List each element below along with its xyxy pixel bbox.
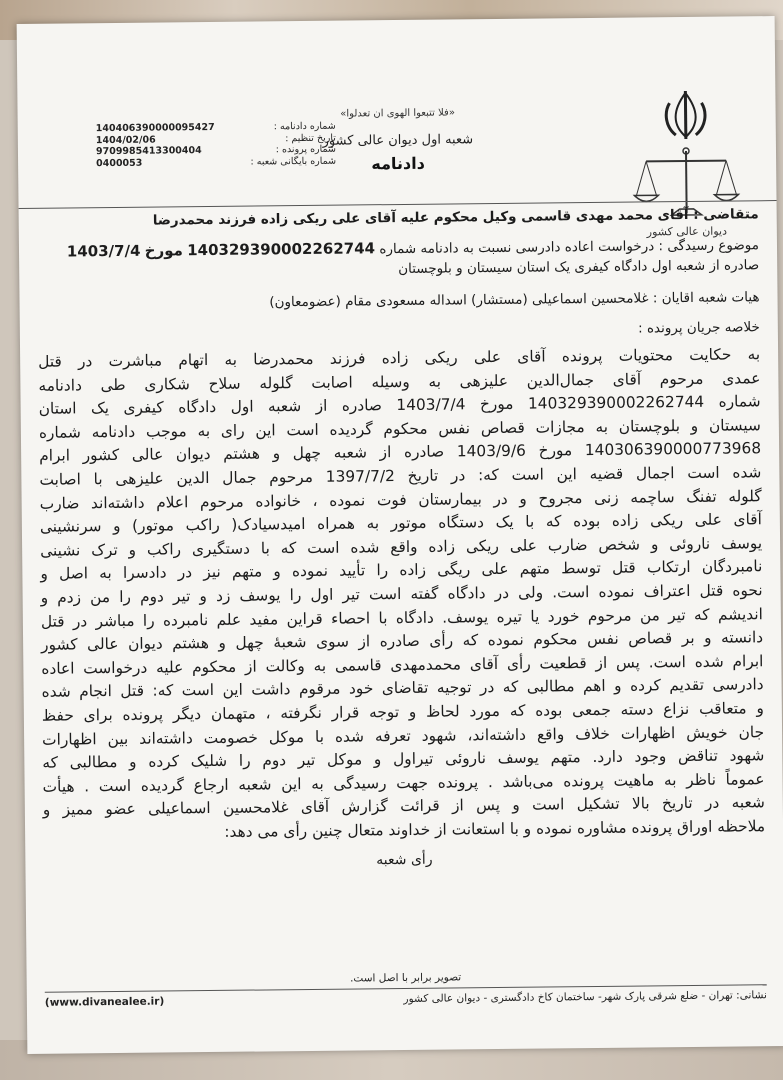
- applicant-line: متقاضی : آقای محمد مهدی قاسمی وکیل محکوم علیه آقای علی ریکی زاده فرزند محمدرضا: [152, 206, 759, 229]
- footer-website: (www.divanealee.ir): [44, 995, 165, 1009]
- subject-number: 140329390002262744: [187, 239, 376, 260]
- subject-line-2: صادره از شعبه اول دادگاه کیفری یک استان سیستان و بلوچستان: [398, 257, 760, 278]
- iran-emblem-icon: [657, 87, 714, 144]
- paragraph-line: آقای علی ریکی زاده بوده که با یک دستگاه موتور به همراه امیدسیادک( راکب موتور) و سرنشینی: [39, 510, 762, 536]
- document-body: [37, 204, 766, 872]
- summary-heading: خلاصه جریان پرونده :: [638, 319, 760, 337]
- paragraph-line: شده است اجمال قضیه این است که: در تاریخ 1397/7/2 مرحوم جمال الدین علیزهی با اصابت: [39, 463, 762, 489]
- paragraph-line: عموماً ناظر به ماهیت پرونده می‌باشد . پرونده جهت رسیدگی به این شعبه ارجاع گردیده است . هیأت: [42, 769, 765, 796]
- footer-address-row: [45, 989, 767, 1009]
- paragraph-line: اندیشم که تیر من مرحوم خورد یا تیره یوسف. دادگاه با احصاء قراین مفید علم نامبرده را مباشر در قتل: [40, 604, 763, 631]
- header-verse: «فلا تتبعوا الهوی ان تعدلوا»: [340, 107, 455, 120]
- meta-label: شماره دادنامه :: [273, 120, 336, 133]
- subject-date-label: مورخ: [144, 241, 183, 260]
- court-verdict-document: [17, 16, 783, 1054]
- meta-label: شماره پرونده :: [275, 143, 337, 156]
- paragraph-line: نحوه قتل اعتراف نموده است. ولی در دادگاه گفته است تیر اول را یوسف زد و تیر دوم را من زدم و: [40, 581, 763, 607]
- document-title: دادنامه: [371, 153, 425, 174]
- paragraph-line: عمدی مرحوم آقای جمال‌الدین علیزهی به وسیله اصابت گلوله سلاح شکاری طی دادنامه: [38, 368, 761, 395]
- copy-note: تصویر برابر با اصل است.: [350, 971, 462, 985]
- meta-value: 0400053: [96, 157, 143, 169]
- paragraph-line: دانسته و بر قصاص نفس محکوم نموده که رأی صادره از سوی شعبهٔ چهل و هشتم دیوان عالی کشور: [41, 628, 764, 654]
- branch-name: شعبه اول دیوان عالی کشور: [322, 132, 474, 149]
- footer-address: نشانی: تهران - ضلع شرقی پارک شهر- ساختمان کاخ دادگستری - دیوان عالی کشور: [403, 989, 767, 1005]
- paragraph-line: به حکایت محتویات پرونده آقای علی ریکی زاده فرزند محمدرضا به اتهام مباشرت در قتل: [38, 345, 761, 371]
- meta-value: 140406390000095427: [95, 121, 215, 135]
- paragraph-line: ملاحظه اوراق پرونده مشاوره نموده و با استعانت از خداوند متعال چنین رأی می دهد:: [224, 817, 766, 841]
- meta-label: تاریخ تنظیم :: [285, 132, 336, 144]
- paragraph-line: نامبردگان ارتکاب قتل توسط متهم علی ریگی زاده را تأیید نموده و متهم نیز در دادسرا به اصل و: [40, 557, 763, 584]
- paragraph-line: ابرام شده است. پس از قطعیت رأی آقای محمدمهدی قاسمی به وکالت از محکوم علیه درخواست اعاده: [41, 651, 764, 678]
- summary-paragraph: [38, 343, 765, 846]
- paragraph-line: سیستان و بلوچستان به مجازات قصاص نفس محکوم گردیده است این رای به موجب دادنامه شماره: [38, 416, 761, 442]
- paragraph-line: جان خویش اظهارات خلاف واقع داشته‌اند، شهود تعرفه شده با موکل خصومت داشته‌اند بین اظهارات: [42, 722, 765, 749]
- emblem-caption: دیوان عالی کشور: [646, 224, 728, 239]
- paragraph-line: دادرسی تقدیم کرده و اهم مطالبی که در توجیه تقاضای خود مرقوم داشت این است که: قتل انجام شده: [41, 675, 764, 702]
- subject-date: 1403/7/4: [66, 241, 141, 261]
- paragraph-line: و متعاقب نزاع دسته جمعی بوده که مورد لحاظ و توجه قرار نگرفته ، متهمان دیگر پرونده برای حفظ: [41, 699, 764, 725]
- metadata-block: [96, 121, 336, 170]
- paragraph-line: شهود تناقض وجود دارد. متهم یوسف ناروئی تیراول و موکل تیر دوم را شلیک کرده و مطالبی که: [42, 746, 765, 772]
- document-footer: [45, 968, 767, 1009]
- meta-label: شماره بایگانی شعبه :: [250, 155, 337, 168]
- subject-block: [37, 234, 759, 283]
- meta-value: 1404/02/06: [95, 134, 156, 146]
- paragraph-line: شماره 140329390002262744 مورخ 1403/7/4 صادره از شعبه اول دادگاه کیفری یک استان: [38, 392, 761, 418]
- panel-line: هیات شعبه اقایان : غلامحسین اسماعیلی (مستشار) اسداله مسعودی مقام (عضومعاون): [269, 289, 760, 311]
- meta-value: 9709985413300404: [95, 145, 202, 158]
- paragraph-line: یوسف ناروئی و شخص ضارب علی ریکی زاده واقع شده است که با دستگیری راکب و ترک نشینی: [40, 533, 763, 560]
- verdict-heading: رأی شعبه: [376, 852, 433, 869]
- paragraph-line: گلوله تفنگ ساچمه زنی مجروح و در بیمارستان فوت نموده ، خانواده مرحوم اعلام داشته‌اند ضارب: [39, 486, 762, 513]
- subject-prefix: موضوع رسیدگی : درخواست اعاده دادرسی نسبت به دادنامه شماره: [379, 237, 760, 258]
- paragraph-line: 140306390000773968 مورخ 1403/9/6 صادره از شعبه چهل و هشتم دیوان عالی کشور ابرام: [39, 439, 762, 466]
- paragraph-line: شعبه در تاریخ بالا تشکیل است و پس از قرائت گزارش آقای غلامحسین اسماعیلی عضو ممیز و: [42, 793, 765, 820]
